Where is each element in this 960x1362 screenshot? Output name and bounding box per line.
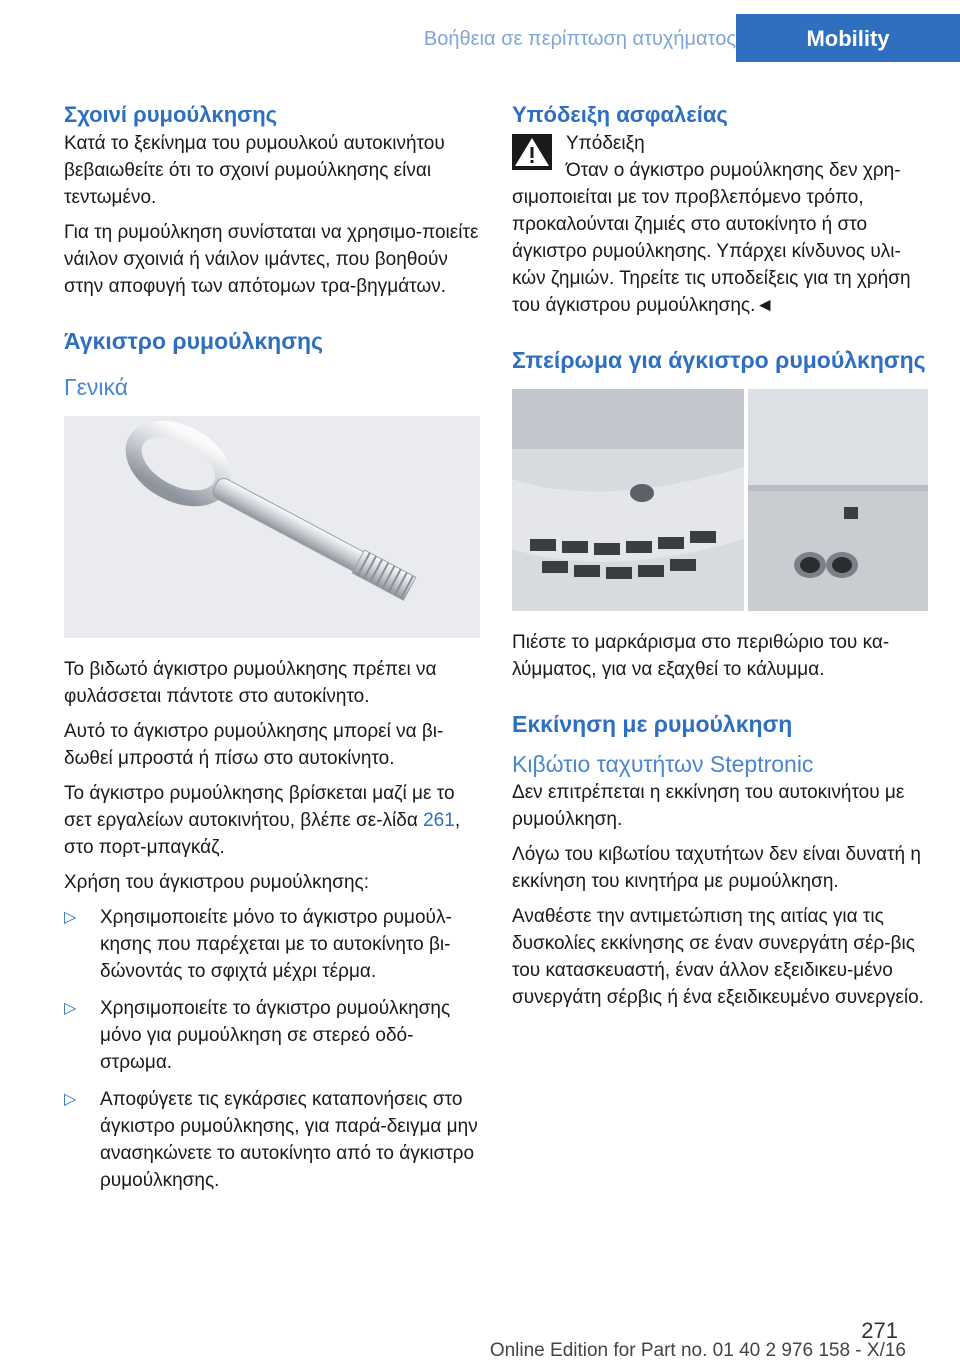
page-header xyxy=(0,0,960,62)
warning-triangle-icon xyxy=(512,134,552,170)
steptronic-heading: Κιβώτιο ταχυτήτων Steptronic xyxy=(512,751,814,777)
list-item: ▷ Χρησιμοποιείτε το άγκιστρο ρυμούλκησης μόνο για ρυμούλκηση σε στερεό οδό-στρωμα. xyxy=(64,995,484,1076)
edition-note: Online Edition for Part no. 01 40 2 976 158 - X/16 xyxy=(489,1340,906,1361)
bumper-photos xyxy=(512,389,928,611)
chapter-title: Βοήθεια σε περίπτωση ατυχήματος xyxy=(423,28,736,50)
rope-heading: Σχοινί ρυμούλκησης xyxy=(64,102,278,127)
left-column xyxy=(64,100,484,1204)
triangle-right-icon: ▷ xyxy=(64,1091,77,1108)
page-reference-link[interactable]: 261 xyxy=(423,810,455,831)
hook-paragraph-3: Το άγκιστρο ρυμούλκησης βρίσκεται μαζί με το σετ εργαλείων αυτοκινήτου, βλέπε σε-λίδα 261, στο πορτ-μπαγκάζ. xyxy=(64,783,461,858)
triangle-right-icon: ▷ xyxy=(64,909,77,926)
steptronic-paragraph-3: Αναθέστε την αντιμετώπιση της αιτίας για τις δυσκολίες εκκίνησης σε έναν συνεργάτη σέρ-βις του κατασκευαστή, έναν άλλον εξειδικευ-μένο συνεργάτη σέρβις ή ένα εξειδικευμένο συνεργείο. xyxy=(512,906,924,1008)
warning-text: Όταν ο άγκιστρο ρυμούλκησης δεν χρη-σιμοποιείται με τον προβλεπόμενο τρόπο, προκαλούνται ζημιές στο αυτοκίνητο ή στο άγκιστρο ρυμούλκησης. Υπάρχει κίνδυνος υλι-κών ζημιών. Τηρείτε τις υποδείξεις για τη χρήση του άγκιστρου ρυμούλκησης.◄ xyxy=(512,160,911,316)
general-heading: Γενικά xyxy=(64,374,129,400)
usage-list xyxy=(64,904,484,1194)
steptronic-paragraph-2: Λόγω του κιβωτίου ταχυτήτων δεν είναι δυνατή η εκκίνηση του κινητήρα με ρυμούλκηση. xyxy=(512,844,921,892)
rope-paragraph-2: Για τη ρυμούλκηση συνίσταται να χρησιμο-ποιείτε νάιλον σχοινιά ή νάιλον ιμάντες, που βοηθούν στην αποφυγή των απότομων τρα-βηγμάτων. xyxy=(64,222,479,297)
hook-paragraph-1: Το βιδωτό άγκιστρο ρυμούλκησης πρέπει να φυλάσσεται πάντοτε στο αυτοκίνητο. xyxy=(64,659,437,707)
hook-paragraph-2: Αυτό το άγκιστρο ρυμούλκησης μπορεί να βι-δωθεί μπροστά ή πίσω στο αυτοκίνητο. xyxy=(64,721,444,769)
tow-hook-drawing xyxy=(64,416,480,638)
tow-start-heading: Εκκίνηση με ρυμούλκηση xyxy=(512,711,793,737)
warning-title: Υπόδειξη xyxy=(566,133,645,154)
hook-heading: Άγκιστρο ρυμούλκησης xyxy=(64,328,323,354)
rope-paragraph-1: Κατά το ξεκίνημα του ρυμουλκού αυτοκινήτου βεβαιωθείτε ότι το σχοινί ρυμούλκησης είναι τεντωμένο. xyxy=(64,133,445,208)
thread-heading: Σπείρωμα για άγκιστρο ρυμούλκησης xyxy=(512,347,926,373)
thread-paragraph: Πιέστε το μαρκάρισμα στο περιθώριο του κα-λύμματος, για να εξαχθεί το κάλυμμα. xyxy=(512,632,890,680)
page-number: 271 xyxy=(861,1318,898,1343)
steptronic-paragraph-1: Δεν επιτρέπεται η εκκίνηση του αυτοκινήτου με ρυμούλκηση. xyxy=(512,782,905,830)
right-column xyxy=(512,100,930,1019)
list-item: ▷ Χρησιμοποιείτε μόνο το άγκιστρο ρυμούλ-κησης που παρέχεται με το αυτοκίνητο βι-δώνοντάς το σφιχτά μέχρι τέρμα. xyxy=(64,904,484,985)
tow-hook-illustration xyxy=(64,416,480,638)
section-tab[interactable]: Mobility xyxy=(736,14,960,62)
triangle-right-icon: ▷ xyxy=(64,1000,77,1017)
safety-heading: Υπόδειξη ασφαλείας xyxy=(512,102,728,127)
list-item: ▷ Αποφύγετε τις εγκάρσιες καταπονήσεις στο άγκιστρο ρυμούλκησης, για παρά-δειγμα μην ανασηκώνετε το αυτοκίνητο από το άγκιστρο ρυμούλκησης. xyxy=(64,1086,484,1194)
usage-intro: Χρήση του άγκιστρου ρυμούλκησης: xyxy=(64,872,369,893)
bumper-drawing xyxy=(512,389,928,611)
warning-box xyxy=(512,130,930,319)
